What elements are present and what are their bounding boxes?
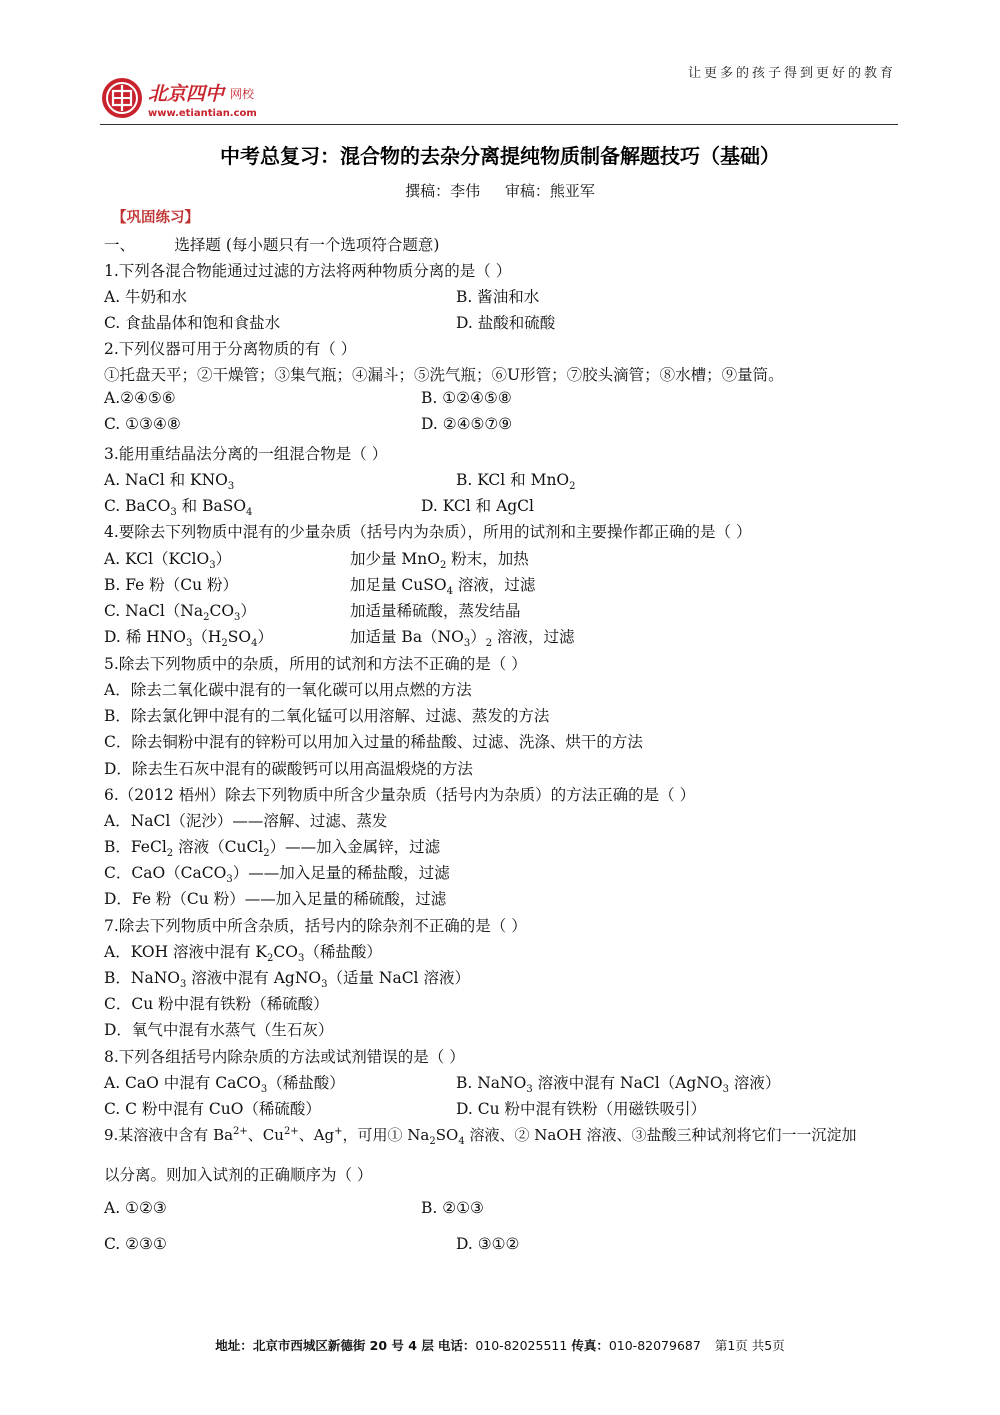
q6-option-c: C．CaO（CaCO$_3$）——加入足量的稀盐酸，过滤 bbox=[104, 864, 450, 886]
q5-option-a: A．除去二氧化碳中混有的一氧化碳可以用点燃的方法 bbox=[104, 681, 472, 699]
reviewer: 审稿：熊亚军 bbox=[504, 182, 595, 200]
footer-fax-label: 传真： bbox=[571, 1338, 609, 1353]
section-heading: 【巩固练习】 bbox=[112, 210, 199, 226]
q6-option-d: D．Fe 粉（Cu 粉）——加入足量的稀硫酸，过滤 bbox=[104, 890, 447, 908]
question-6: 6.（2012 梧州）除去下列物质中所含少量杂质（括号内为杂质）的方法正确的是（ ） bbox=[104, 786, 696, 804]
q8-option-d: D. Cu 粉中混有铁粉（用磁铁吸引） bbox=[456, 1100, 706, 1118]
q9-option-b: B. ②①③ bbox=[421, 1199, 484, 1217]
q1-option-b: B. 酱油和水 bbox=[456, 288, 540, 306]
question-7: 7.除去下列物质中所含杂质，括号内的除杂剂不正确的是（ ） bbox=[104, 917, 527, 935]
q4-option-d-method: 加适量 $Ba(NO_3)_2$ 溶液，过滤 bbox=[350, 628, 575, 650]
q3-option-b: B. KCl 和 MnO$_2$ bbox=[456, 471, 576, 493]
svg-text:北京四中: 北京四中 bbox=[148, 83, 225, 105]
q3-option-a: A. NaCl 和 $KNO_3$ bbox=[104, 471, 235, 493]
question-2: 2.下列仪器可用于分离物质的有（ ） bbox=[104, 340, 357, 358]
page-number: 第1页 共5页 bbox=[714, 1338, 785, 1353]
q5-option-b: B．除去氯化钾中混有的二氧化锰可以用溶解、过滤、蒸发的方法 bbox=[104, 707, 550, 725]
q1-option-a: A. 牛奶和水 bbox=[104, 288, 188, 306]
question-9-cont: 以分离。则加入试剂的正确顺序为（ ） bbox=[104, 1166, 373, 1184]
q6-option-b: B．FeCl$_2$ 溶液（CuCl$_2$）——加入金属锌，过滤 bbox=[104, 838, 441, 860]
q9-option-c: C. ②③① bbox=[104, 1235, 167, 1253]
q2-option-a: A.②④⑤⑥ bbox=[104, 389, 176, 407]
q4-option-c: C. $NaCl(Na_2CO_3)$ bbox=[104, 602, 256, 624]
footer-phone-label: 电话： bbox=[437, 1338, 476, 1353]
logo-emblem-icon bbox=[100, 76, 300, 120]
question-9: 9.某溶液中含有 $Ba^{2+}$、$Cu^{2+}$、Ag+，可用① $Na_2SO_4$ 溶液、② NaOH 溶液、③盐酸三种试剂将它们一一沉淀加 bbox=[104, 1126, 857, 1147]
footer-phone: 010-82025511 bbox=[475, 1338, 568, 1353]
q4-option-a-method: 加少量 MnO$_2$ 粉末，加热 bbox=[350, 550, 529, 572]
q7-option-a: A．KOH 溶液中混有 $K_2CO_3$（稀盐酸） bbox=[104, 943, 382, 965]
footer-fax: 010-82079687 bbox=[608, 1338, 701, 1353]
question-1: 1.下列各混合物能通过过滤的方法将两种物质分离的是（ ） bbox=[104, 262, 512, 280]
q4-option-c-method: 加适量稀硫酸，蒸发结晶 bbox=[350, 602, 521, 620]
q2-option-c: C. ①③④⑧ bbox=[104, 415, 181, 433]
authors bbox=[0, 180, 1000, 201]
question-5: 5.除去下列物质中的杂质，所用的试剂和方法不正确的是（ ） bbox=[104, 655, 527, 673]
q2-option-b: B. ①②④⑤⑧ bbox=[421, 389, 512, 407]
question-3: 3.能用重结晶法分离的一组混合物是（ ） bbox=[104, 445, 388, 463]
q7-option-d: D．氧气中混有水蒸气（生石灰） bbox=[104, 1021, 334, 1039]
q5-option-d: D．除去生石灰中混有的碳酸钙可以用高温煅烧的方法 bbox=[104, 760, 473, 778]
page-header bbox=[100, 58, 898, 125]
page-title: 中考总复习：混合物的去杂分离提纯物质制备解题技巧（基础） bbox=[220, 144, 780, 168]
q5-option-c: C．除去铜粉中混有的锌粉可以用加入过量的稀盐酸、过滤、洗涤、烘干的方法 bbox=[104, 733, 643, 751]
footer-address-label: 地址： bbox=[215, 1338, 253, 1353]
school-logo bbox=[100, 76, 300, 120]
q3-option-c: C. BaCO$_3$ 和 BaSO$_4$ bbox=[104, 497, 253, 519]
q7-option-c: C．Cu 粉中混有铁粉（稀硫酸） bbox=[104, 995, 329, 1013]
q3-option-d: D. KCl 和 AgCl bbox=[421, 497, 534, 515]
part-heading: 一、 选择题 (每小题只有一个选项符合题意) bbox=[104, 236, 440, 254]
q8-option-c: C. C 粉中混有 CuO（稀硫酸） bbox=[104, 1100, 321, 1118]
q8-option-a: A. CaO 中混有 CaCO$_3$（稀盐酸） bbox=[104, 1074, 345, 1096]
q7-option-b: B．NaNO$_3$ 溶液中混有 AgNO$_3$（适量 NaCl 溶液） bbox=[104, 969, 470, 991]
page-footer bbox=[0, 1336, 1000, 1354]
writer: 撰稿：李伟 bbox=[405, 182, 481, 200]
footer-address: 北京市西城区新德街 20 号 4 层 bbox=[252, 1338, 434, 1353]
q1-option-c: C. 食盐晶体和饱和食盐水 bbox=[104, 314, 281, 332]
q4-option-a: A. KCl（KClO$_3$） bbox=[104, 550, 232, 572]
q9-option-d: D. ③①② bbox=[456, 1235, 520, 1253]
slogan: 让更多的孩子得到更好的教育 bbox=[687, 66, 896, 81]
q2-instrument-list: ①托盘天平；②干燥管；③集气瓶；④漏斗；⑤洗气瓶；⑥U形管；⑦胶头滴管；⑧水槽；⑨量筒。 bbox=[104, 366, 784, 384]
q4-option-d: D. 稀 $HNO_3(H_2SO_4)$ bbox=[104, 628, 273, 650]
q4-option-b: B. Fe 粉（Cu 粉） bbox=[104, 576, 239, 594]
q2-option-d: D. ②④⑤⑦⑨ bbox=[421, 415, 513, 433]
q1-option-d: D. 盐酸和硫酸 bbox=[456, 314, 556, 332]
question-4: 4.要除去下列物质中混有的少量杂质（括号内为杂质），所用的试剂和主要操作都正确的是（ ） bbox=[104, 523, 752, 541]
q8-option-b: B. NaNO$_3$ 溶液中混有 NaCl（AgNO$_3$ 溶液） bbox=[456, 1074, 781, 1096]
q4-option-b-method: 加足量 CuSO$_4$ 溶液，过滤 bbox=[350, 576, 536, 598]
q6-option-a: A．NaCl（泥沙）——溶解、过滤、蒸发 bbox=[104, 812, 388, 830]
q9-option-a: A. ①②③ bbox=[104, 1199, 167, 1217]
svg-text:www.etiantian.com: www.etiantian.com bbox=[148, 108, 257, 119]
svg-text:网校: 网校 bbox=[230, 87, 255, 101]
question-8: 8.下列各组括号内除杂质的方法或试剂错误的是（ ） bbox=[104, 1048, 465, 1066]
